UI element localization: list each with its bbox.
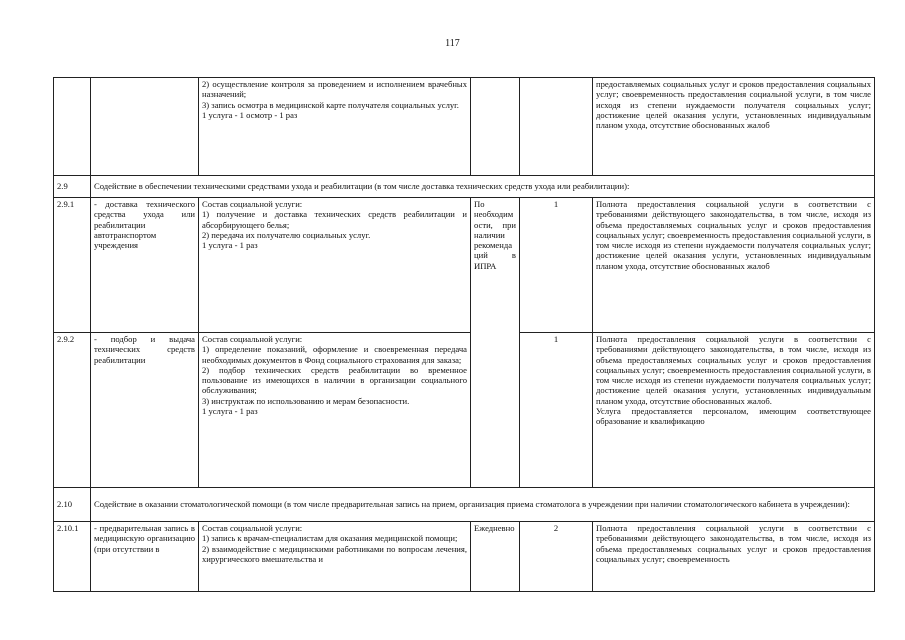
content-line: 2) подбор технических средств реабилитации во временное пользование из имеющихся в наличии в организации социального обслуживания; (202, 364, 467, 396)
cell-quality: предоставляемых социальных услуг и сроков предоставления социальных услуг; своевременность предоставления социальной услуги, в том числе исходя из степени нуждаемости получателя социальных услуг; достижение целей оказания услуги, установленных индивидуальным планом ухода, отсутствие обоснованных жалоб (593, 78, 875, 176)
section-title: Содействие в оказании стоматологической помощи (в том числе предварительная запись на прием, организация приема стоматолога в учреждении при наличии стоматологического кабинета в учреждении): (91, 488, 875, 522)
content-line: 1) запись к врачам-специалистам для оказания медицинской помощи; (202, 533, 458, 544)
content-line: 1 услуга - 1 раз (202, 240, 258, 251)
cell-content (199, 198, 471, 333)
section-number: 2.10 (54, 488, 91, 522)
content-line: Состав социальной услуги: (202, 334, 303, 344)
content-line: 3) инструктаж по использованию и мерам безопасности. (202, 395, 410, 406)
item-name: - подбор и выдача технических средств реабилитации (91, 333, 199, 488)
content-line: 2) передача их получателю социальных услуг. (202, 229, 371, 240)
cell-volume (520, 78, 593, 176)
cell-content (199, 333, 471, 488)
table-row-section (54, 488, 875, 522)
item-volume: 1 (520, 333, 593, 488)
cell-period (471, 78, 520, 176)
item-number: 2.9.2 (54, 333, 91, 488)
page-number: 117 (445, 38, 460, 49)
content-line: 1) определение показаний, оформление и своевременная передача необходимых документов в Фонд социального страхования для заказа; (202, 344, 467, 365)
table-row-item (54, 198, 875, 333)
item-period: По необходимости, при наличии рекомендаций в ИПРА (471, 198, 520, 488)
cell-quality (593, 333, 875, 488)
content-line: 3) запись осмотра в медицинской карте получателя социальных услуг. (202, 99, 459, 110)
quality-text: Полнота предоставления социальной услуги в соответствии с требованиями действующего законодательства, в том числе, исходя из объема предоставляемых социальных услуг и сроков предоставления социальных услуг; своевременность предоставления социальной услуги, в том числе исходя из степени нуждаемости получателя социальных услуг; достижение целей оказания услуги, установленных индивидуальным планом ухода, отсутствие обоснованных жалоб. (596, 334, 871, 406)
item-period: Ежедневно (471, 522, 520, 592)
content-line: 1 услуга - 1 осмотр - 1 раз (202, 109, 298, 120)
cell-quality: Полнота предоставления социальной услуги в соответствии с требованиями действующего законодательства, в том числе, исходя из объема предоставляемых социальных услуг и сроков предоставления социальных услуг; своевременность (593, 522, 875, 592)
item-volume: 2 (520, 522, 593, 592)
cell-content (199, 78, 471, 176)
services-table (53, 77, 875, 592)
section-number: 2.9 (54, 176, 91, 198)
item-name: - доставка технического средства ухода или реабилитации автотранспортом учреждения (91, 198, 199, 333)
content-line: 2) осуществление контроля за проведением и исполнением врачебных назначений; (202, 79, 467, 100)
cell-content (199, 522, 471, 592)
table-row-item (54, 333, 875, 488)
cell-num (54, 78, 91, 176)
item-volume: 1 (520, 198, 593, 333)
section-title: Содействие в обеспечении техническими средствами ухода и реабилитации (в том числе доставка технических средств ухода или реабилитации): (91, 176, 875, 198)
table-row-item (54, 522, 875, 592)
item-number: 2.10.1 (54, 522, 91, 592)
content-line: 1) получение и доставка технических средств реабилитации и абсорбирующего белья; (202, 209, 467, 230)
cell-quality: Полнота предоставления социальной услуги в соответствии с требованиями действующего законодательства, в том числе, исходя из объема предоставляемых социальных услуг и сроков предоставления социальных услуг; своевременность предоставления социальной услуги, в том числе исходя из степени нуждаемости получателя социальных услуг; достижение целей оказания услуги, установленных индивидуальным планом ухода, отсутствие обоснованных жалоб (593, 198, 875, 333)
cell-name (91, 78, 199, 176)
quality-extra: Услуга предоставляется персоналом, имеющим соответствующее образование и квалификацию (596, 406, 871, 427)
content-line: 2) взаимодействие с медицинскими работниками по вопросам лечения, хирургического вмешательства и (202, 543, 467, 564)
table-row-continuation (54, 78, 875, 176)
content-line: Состав социальной услуги: (202, 523, 303, 533)
item-number: 2.9.1 (54, 198, 91, 333)
content-line: Состав социальной услуги: (202, 199, 303, 209)
content-line: 1 услуга - 1 раз (202, 406, 258, 417)
item-name: - предварительная запись в медицинскую организацию (при отсутствии в (91, 522, 199, 592)
table-row-section (54, 176, 875, 198)
